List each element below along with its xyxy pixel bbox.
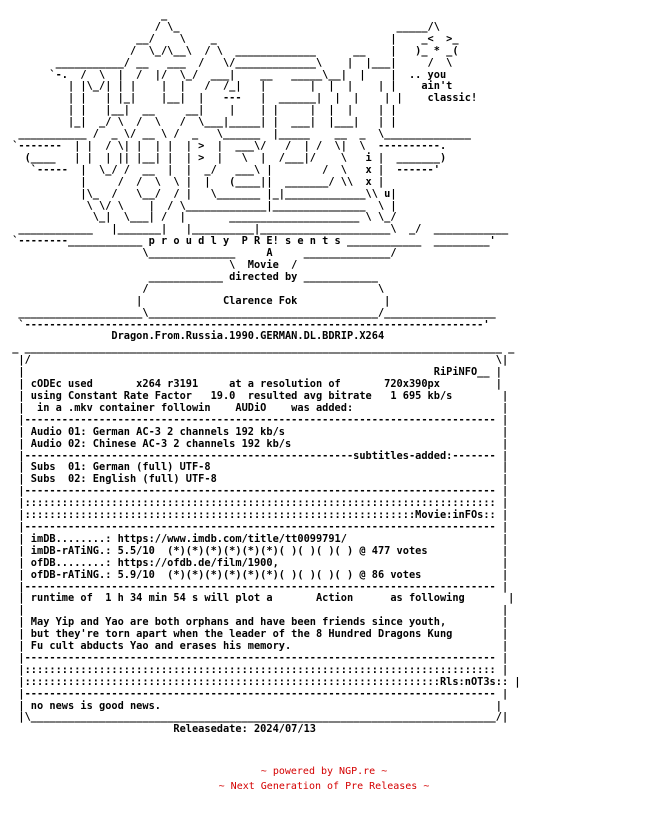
footer [0, 764, 648, 794]
footer-tagline: ~ Next Generation of Pre Releases ~ [218, 781, 430, 792]
footer-powered-by: ~ powered by NGP.re ~ [260, 766, 388, 777]
nfo-text: _ / \_ _____/\ __/ \ _ | _< >_ / \_/\__\ / \ _____________ __ | )_ * _( ___________/ __ ___ / \/_____________\ | |___| / \ `-. / \ | / |/ \_/ ___| __ _____\__| | | .. you | |\_/| | | | | / /_| | | | | | | ain't | | | |_| |__| | --- | ______| | | | | classic! | | |__| __ __| | | | | | | | | |_| _/ \ / \ / \___|_____| | ___| |___| | | ___________ / _ \/ __ \ / _ \______ |_____ __ _ \______________ `------- | | / \| | | | | > | ___\/ / | / \| \ ----------. (____ | | | || |__| | | > | \ | /___|/ \ i | _______) `----- | \_/ / __ | | _/ ___\ | / \ x | ------' | / / \ \ | | (____|| _______/ \\ x | |\_ / \__/ / | \_______ |_|_____________\\ u| \ \/ \ | / \_____________|_______________ \ | \_| \___| / | _____________________ \ \_/ ____________ |_______| |__________|_____________________\ _/ ____________ `--------____________ p r o u d l y P R E! s e n t s ____________ _________' \______________ A ______________/ \ Movie / ____________ directed by ____________ / \ | Clarence Fok | ____________________\_____________________________________/__________________ `--------------------------------------------------------------------------' Dragon.From.Russia.1990.GERMAN.DL.BDRIP.X264 _ _____________________________________________________________________________ _ |/ \| | RiPiNFO__ | | cODEc used x264 r3191 at a resolution of 720x390px | | using Constant Rate Factor 19.0 resulted avg bitrate 1 695 kb/s | | in a .mkv container followin AUDiO was added: | |---------------------------------------------------------------------------- | | Audio 01: German AC-3 2 channels 192 kb/s | | Audio 02: Chinese AC-3 2 channels 192 kb/s | |-----------------------------------------------------subtitles-added:------- | | Subs 01: German (full) UTF-8 | | Subs 02: English (full) UTF-8 | |---------------------------------------------------------------------------- | |:::::::::::::::::::::::::::::::::::::::::::::::::::::::::::::::::::::::::::: | |:::::::::::::::::::::::::::::::::::::::::::::::::::::::::::::::Movie:inFOs:: | |---------------------------------------------------------------------------- | | imDB........: https://www.imdb.com/title/tt0099791/ | | imDB-rATiNG.: 5.5/10 (*)(*)(*)(*)(*)(*)( )( )( )( ) @ 477 votes | | ofDB........: https://ofdb.de/film/1900, | | ofDB-rATiNG.: 5.9/10 (*)(*)(*)(*)(*)(*)( )( )( )( ) @ 86 votes | |---------------------------------------------------------------------------- | | runtime of 1 h 34 min 54 s will plot a Action as following | | | | May Yip and Yao are both orphans and have been friends since youth, | | but they're torn apart when the leader of the 8 Hundred Dragons Kung | | Fu cult abducts Yao and erases his memory. | |---------------------------------------------------------------------------- | |:::::::::::::::::::::::::::::::::::::::::::::::::::::::::::::::::::::::::::: | |:::::::::::::::::::::::::::::::::::::::::::::::::::::::::::::::::::Rls:nOT3s:: | |---------------------------------------------------------------------------- | | no news is good news. | |\___________________________________________________________________________/| Releasedate: 2024/07/13 [12, 9, 521, 736]
